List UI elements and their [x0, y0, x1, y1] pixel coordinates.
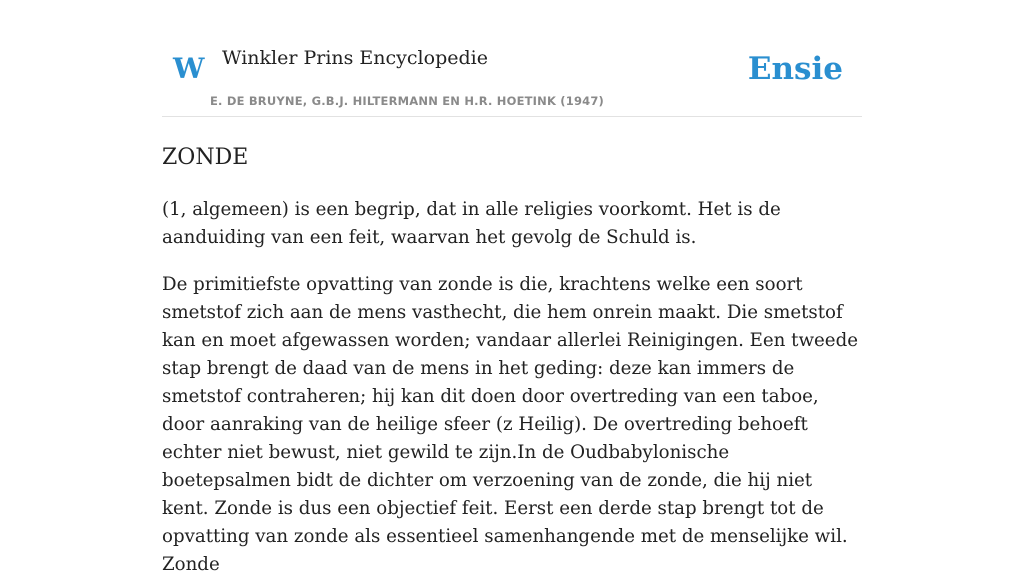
article-page — [162, 0, 862, 575]
source-authors: E. DE BRUYNE, G.B.J. HILTERMANN EN H.R. HOETINK (1947) — [210, 94, 605, 108]
source-header — [162, 0, 862, 117]
source-title[interactable]: Winkler Prins Encyclopedie — [222, 47, 488, 69]
ensie-logo[interactable]: Ensie — [747, 51, 843, 87]
winkler-prins-logo[interactable]: W — [173, 52, 205, 85]
article-paragraph: (1, algemeen) is een begrip, dat in alle religies voorkomt. Het is de aanduiding van een feit, waarvan het gevolg de Schuld is. — [162, 199, 781, 248]
article-body — [162, 144, 862, 579]
entry-title: ZONDE — [162, 145, 249, 170]
article-paragraph: De primitiefste opvatting van zonde is die, krachtens welke een soort smetstof zich aan de mens vasthecht, die hem onrein maakt. Die smetstof kan en moet afgewassen worden; vandaar allerlei Reinigingen. Een tweede stap brengt de daad van de mens in het geding: deze kan immers de smetstof contraheren; hij kan dit doen door overtreding van een taboe, door aanraking van de heilige sfeer (z Heilig). De overtreding behoeft echter niet bewust, niet gewild te zijn.In de Oudbabylonische boetepsalmen bidt de dichter om verzoening van de zonde, die hij niet kent. Zonde is dus een objectief feit. Eerst een derde stap brengt tot de opvatting van zonde als essentieel samenhangende met de menselijke wil. Zonde — [162, 274, 858, 575]
